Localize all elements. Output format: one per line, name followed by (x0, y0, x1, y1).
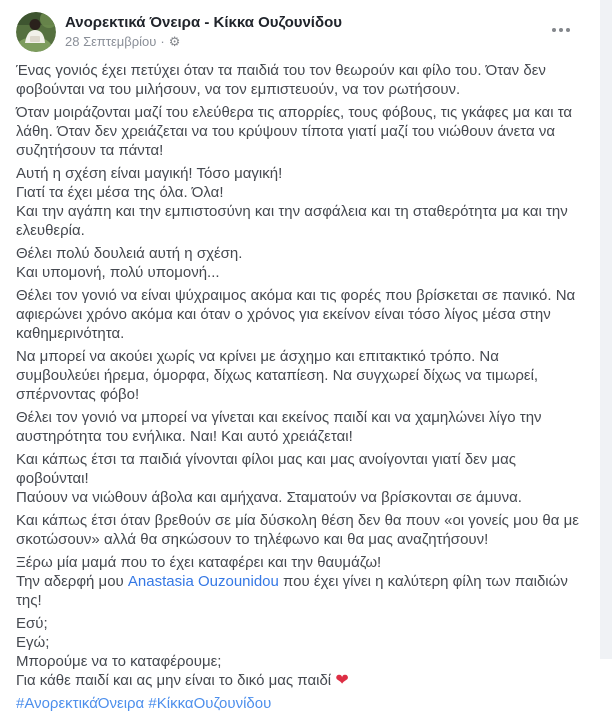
avatar-photo (16, 12, 56, 52)
hashtag-link[interactable]: #ΚίκκαΟυζουνίδου (148, 695, 272, 712)
post-content (16, 61, 586, 713)
post-header (16, 12, 584, 52)
post-paragraph: Θέλει πολύ δουλειά αυτή η σχέση. Και υπομονή, πολύ υπομονή... (16, 245, 243, 281)
hashtag-link[interactable]: #ΑνορεκτικάΌνειρα (16, 695, 145, 712)
mention-link[interactable]: Anastasia Ouzounidou (127, 573, 279, 590)
post-paragraph: Ένας γονιός έχει πετύχει όταν τα παιδιά του τον θεωρούν και φίλο του. Όταν δεν φοβούνται να του μιλήσουν, να τον εμπιστευούν, να τον ρωτήσουν. (16, 62, 546, 98)
page-name-link[interactable]: Ανορεκτικά Όνειρα - Κίκκα Ουζουνίδου (65, 14, 342, 31)
post-paragraph: Εσύ; Εγώ; Μπορούμε να το καταφέρουμε; Για κάθε παιδί και ας μην είναι το δικό μας παιδί ❤ (16, 615, 349, 689)
avatar[interactable] (16, 12, 56, 52)
more-options-button[interactable] (546, 20, 576, 40)
post-paragraph: Και κάπως έτσι τα παιδιά γίνονται φίλοι μας και μας ανοίγονται γιατί δεν μας φοβούνται! Παύουν να νιώθουν άβολα και αμήχανα. Σταματούν να βρίσκονται σε άμυνα. (16, 451, 522, 506)
post-paragraph: Θέλει τον γονιό να είναι ψύχραιμος ακόμα και τις φορές που βρίσκεται σε πανικό. Να αφιερώνει χρόνο ακόμα και όταν ο χρόνος για εκείνον είναι τόσο λίγος μέσα στην καθημερινότητα. (16, 287, 576, 342)
three-dots-icon (552, 28, 556, 32)
heart-emoji: ❤ (335, 672, 349, 689)
post-paragraph: Ξέρω μία μαμά που το έχει καταφέρει και την θαυμάζω! Την αδερφή μου Anastasia Ouzounidou που έχει γίνει η καλύτερη φίλη των παιδιών της! (16, 554, 568, 609)
post-paragraph: Όταν μοιράζονται μαζί του ελεύθερα τις απορρίες, τους φόβους, τις γκάφες μα και τα λάθη. Όταν δεν χρειάζεται να του κρύψουν τίποτα γιατί μαζί του νιώθουν άνετα να συζητήσουν τα πάντα! (16, 104, 573, 159)
post-timestamp[interactable]: 28 Σεπτεμβρίου (65, 34, 157, 49)
post-paragraph (16, 694, 586, 713)
post-paragraph: Θέλει τον γονιό να μπορεί να γίνεται και εκείνος παιδί και να χαμηλώνει λίγο την αυστηρότητα του ενήλικα. Ναι! Και αυτό χρειάζεται! (16, 409, 542, 445)
right-gutter (600, 0, 612, 659)
post-paragraph: Αυτή η σχέση είναι μαγική! Τόσο μαγική! Γιατί τα έχει μέσα της όλα. Όλα! Και την αγάπη και την εμπιστοσύνη και την ασφάλεια και τη σταθερότητα μα και την ελευθερία. (16, 165, 568, 239)
privacy-gear-icon: ⚙ (168, 34, 181, 49)
post-paragraph: Να μπορεί να ακούει χωρίς να κρίνει με άσχημο και επιτακτικό τρόπο. Να συμβουλεύει ήρεμα, όμορφα, δίχως καταπίεση. Να συγχωρεί δίχως να τιμωρεί, σπέρνοντας φόβο! (16, 348, 539, 403)
post-meta-line (65, 33, 342, 50)
header-meta (65, 12, 342, 50)
meta-separator: · (160, 34, 165, 49)
post-paragraph: Και κάπως έτσι όταν βρεθούν σε μία δύσκολη θέση δεν θα πουν «οι γονείς μου θα με σκοτώσουν» αλλά θα σηκώσουν το τηλέφωνο και θα μας αναζητήσουν! (16, 512, 579, 548)
